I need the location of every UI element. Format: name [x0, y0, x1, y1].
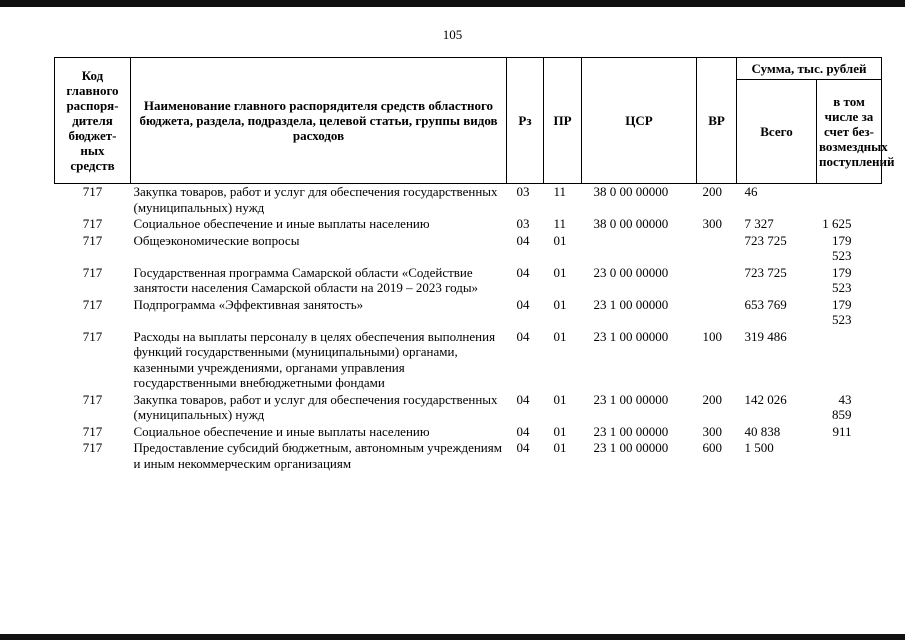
cell-name: Государственная программа Самарской области «Содействие занятости населения Самарской области на 2019 – 2023 годы»: [133, 264, 479, 295]
cell-total: 723 725: [744, 264, 787, 280]
cell-pr: 01: [553, 296, 567, 312]
cell-code: 717: [82, 296, 103, 312]
table-row: [55, 297, 882, 329]
table-row: [55, 265, 882, 297]
cell-total: 723 725: [744, 232, 787, 248]
cell-vr: [697, 297, 737, 329]
cell-rz: 04: [516, 232, 530, 248]
header-vr: ВР: [697, 58, 737, 184]
cell-pr: 11: [553, 216, 567, 231]
cell-total: 7 327: [744, 216, 774, 231]
table-row: [55, 184, 882, 217]
cell-code: 717: [82, 440, 103, 455]
header-free: в том числе за счет без-возмездных поступлений: [817, 80, 882, 184]
cell-free: 43 859: [832, 391, 852, 422]
cell-free: [817, 184, 882, 217]
table-row: [55, 392, 882, 424]
scan-border-bottom: [0, 634, 905, 640]
cell-code: 717: [82, 184, 103, 199]
cell-code: 717: [82, 328, 103, 344]
cell-code: 717: [82, 264, 103, 280]
table-body: [55, 184, 882, 473]
cell-csr: 23 1 00 00000: [593, 440, 669, 455]
cell-rz: 04: [516, 423, 530, 439]
table-row: [55, 233, 882, 265]
cell-name: Социальное обеспечение и иные выплаты населению: [133, 423, 430, 439]
cell-code: 717: [82, 232, 103, 248]
cell-name: Закупка товаров, работ и услуг для обеспечения государственных (муниципальных) нужд: [133, 391, 498, 422]
cell-free: 911: [832, 423, 852, 439]
cell-pr: 01: [553, 391, 567, 407]
header-code: Код главного распоря-дителя бюджет-ных средств: [55, 58, 131, 184]
cell-name: Расходы на выплаты персоналу в целях обеспечения выполнения функций государственными (муниципальными) органами, казенными учреждениями, органами управления государственными внебюджетными фондами: [133, 328, 496, 390]
table-row: [55, 440, 882, 472]
header-pr: ПР: [544, 58, 582, 184]
cell-pr: 01: [553, 264, 567, 280]
cell-pr: 01: [553, 440, 567, 455]
cell-vr: 300: [702, 216, 722, 231]
cell-vr: [697, 265, 737, 297]
cell-free: [817, 329, 882, 392]
cell-rz: 03: [516, 184, 530, 199]
cell-vr: 200: [702, 184, 722, 199]
cell-pr: 01: [553, 423, 567, 439]
cell-name: Предоставление субсидий бюджетным, автономным учреждениям и иным некоммерческим организациям: [133, 440, 502, 471]
cell-vr: 100: [702, 328, 722, 344]
cell-pr: 01: [553, 328, 567, 344]
cell-free: [817, 440, 882, 472]
table-row: [55, 329, 882, 392]
header-name: Наименование главного распорядителя средств областного бюджета, раздела, подраздела, целевой статьи, группы видов расходов: [131, 58, 507, 184]
cell-rz: 04: [516, 440, 530, 455]
cell-rz: 04: [516, 296, 530, 312]
cell-total: 1 500: [744, 440, 774, 455]
header-csr: ЦСР: [582, 58, 697, 184]
cell-total: 319 486: [744, 328, 787, 344]
cell-csr: 23 1 00 00000: [593, 296, 669, 312]
cell-code: 717: [82, 216, 103, 231]
table-row: [55, 216, 882, 233]
header-total: Всего: [737, 80, 817, 184]
table-row: [55, 424, 882, 441]
cell-total: 46: [744, 184, 758, 199]
header-rz: Рз: [507, 58, 544, 184]
cell-csr: 23 1 00 00000: [593, 391, 669, 407]
cell-code: 717: [82, 423, 103, 439]
cell-rz: 04: [516, 391, 530, 407]
cell-pr: 01: [553, 232, 567, 248]
cell-vr: 300: [702, 423, 722, 439]
cell-name: Закупка товаров, работ и услуг для обеспечения государственных (муниципальных) нужд: [133, 184, 498, 215]
cell-total: 40 838: [744, 423, 781, 439]
cell-pr: 11: [553, 184, 567, 199]
cell-free: 1 625: [822, 216, 852, 231]
cell-free: 179 523: [832, 232, 852, 263]
budget-table: [54, 57, 895, 472]
cell-name: Общеэкономические вопросы: [133, 232, 300, 248]
cell-code: 717: [82, 391, 103, 407]
cell-vr: 200: [702, 391, 722, 407]
scan-border-top: [0, 0, 905, 7]
cell-name: Подпрограмма «Эффективная занятость»: [133, 296, 364, 312]
cell-csr: 38 0 00 00000: [593, 216, 669, 231]
table-header: [55, 58, 895, 184]
cell-csr: 23 0 00 00000: [593, 264, 669, 280]
cell-free: 179 523: [832, 296, 852, 327]
page-number: 105: [442, 27, 463, 42]
cell-csr: [582, 233, 697, 265]
cell-total: 653 769: [744, 296, 787, 312]
cell-rz: 04: [516, 328, 530, 344]
cell-total: 142 026: [744, 391, 787, 407]
cell-free: 179 523: [832, 264, 852, 295]
cell-rz: 04: [516, 264, 530, 280]
cell-name: Социальное обеспечение и иные выплаты населению: [133, 216, 430, 231]
cell-rz: 03: [516, 216, 530, 231]
cell-csr: 23 1 00 00000: [593, 423, 669, 439]
cell-csr: 38 0 00 00000: [593, 184, 669, 199]
cell-vr: 600: [702, 440, 722, 455]
cell-vr: [697, 233, 737, 265]
cell-csr: 23 1 00 00000: [593, 328, 669, 344]
header-sum: Сумма, тыс. рублей: [737, 58, 882, 80]
